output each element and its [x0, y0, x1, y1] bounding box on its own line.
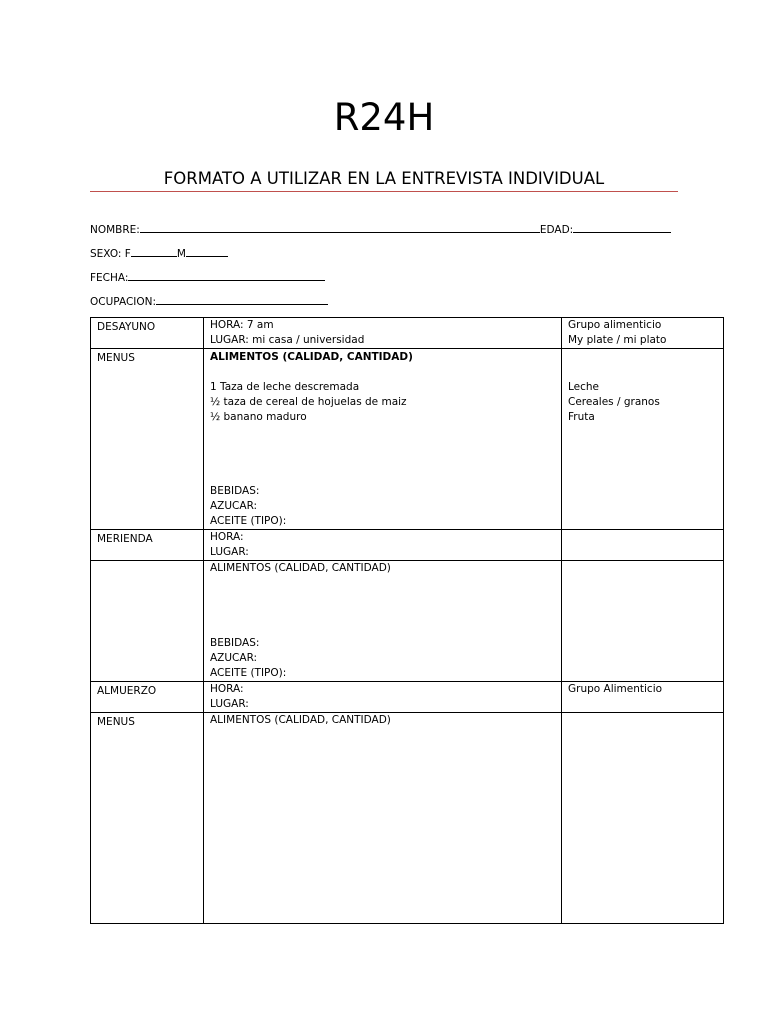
merienda-aceite: ACEITE (TIPO):: [210, 667, 287, 679]
fecha-line[interactable]: [128, 269, 325, 281]
nombre-field[interactable]: [90, 221, 671, 237]
page-title: R24H: [333, 96, 435, 139]
form-subtitle: FORMATO A UTILIZAR EN LA ENTREVISTA INDIVIDUAL: [163, 169, 605, 188]
desayuno-grupo[interactable]: [562, 318, 724, 349]
menus-1-alimentos-cell[interactable]: [204, 349, 562, 530]
desayuno-grupo-2: My plate / mi plato: [568, 334, 667, 346]
merienda-lugar: LUGAR:: [210, 546, 249, 558]
title-divider: [90, 191, 678, 192]
sexo-m-line[interactable]: [186, 245, 228, 257]
food-group: Cereales / granos: [568, 396, 660, 408]
merienda-azucar: AZUCAR:: [210, 652, 258, 664]
sexo-m-label: M: [176, 248, 186, 260]
merienda-groups-cell[interactable]: [562, 561, 724, 682]
food-group: Leche: [568, 381, 600, 393]
food-group: Fruta: [568, 411, 595, 423]
ocupacion-field[interactable]: [90, 293, 328, 309]
merienda-row: [91, 530, 724, 561]
almuerzo-label: ALMUERZO: [91, 682, 204, 713]
almuerzo-hora: HORA:: [210, 683, 244, 695]
desayuno-lugar: LUGAR: mi casa / universidad: [210, 334, 365, 346]
nombre-line[interactable]: [140, 221, 540, 233]
almuerzo-lugar: LUGAR:: [210, 698, 249, 710]
menus-row-1: [91, 349, 724, 530]
menus-row-2: [91, 713, 724, 924]
merienda-label: MERIENDA: [91, 530, 204, 561]
food-item: ½ taza de cereal de hojuelas de maiz: [210, 396, 407, 408]
fecha-field[interactable]: [90, 269, 325, 285]
ocupacion-line[interactable]: [156, 293, 328, 305]
merienda-menu-label: [91, 561, 204, 682]
desayuno-hora-lugar[interactable]: [204, 318, 562, 349]
ocupacion-label: OCUPACION:: [90, 296, 157, 308]
menus-2-alimentos-cell[interactable]: [204, 713, 562, 924]
sexo-f-line[interactable]: [131, 245, 177, 257]
edad-line[interactable]: [573, 221, 671, 233]
menus-1-aceite: ACEITE (TIPO):: [210, 515, 287, 527]
desayuno-grupo-1: Grupo alimenticio: [568, 319, 662, 331]
desayuno-hora: HORA: 7 am: [210, 319, 274, 331]
almuerzo-row: [91, 682, 724, 713]
edad-label: EDAD:: [539, 224, 574, 236]
merienda-hora-lugar[interactable]: [204, 530, 562, 561]
almuerzo-grupo[interactable]: [562, 682, 724, 713]
merienda-grupo[interactable]: [562, 530, 724, 561]
menus-label-1: MENUS: [91, 349, 204, 530]
desayuno-label: DESAYUNO: [91, 318, 204, 349]
menus-label-2: MENUS: [91, 713, 204, 924]
menus-2-groups-cell[interactable]: [562, 713, 724, 924]
menus-2-alimentos-header: ALIMENTOS (CALIDAD, CANTIDAD): [210, 714, 391, 726]
menus-1-bebidas: BEBIDAS:: [210, 485, 260, 497]
almuerzo-grupo-label: Grupo Alimenticio: [568, 683, 663, 695]
sexo-field[interactable]: [90, 245, 228, 261]
nombre-label: NOMBRE:: [90, 224, 140, 236]
desayuno-row: [91, 318, 724, 349]
menus-1-alimentos-header: ALIMENTOS (CALIDAD, CANTIDAD): [210, 351, 413, 363]
merienda-alimentos-cell[interactable]: [204, 561, 562, 682]
merienda-bebidas: BEBIDAS:: [210, 637, 260, 649]
sexo-f-label: SEXO: F: [90, 248, 131, 260]
merienda-hora: HORA:: [210, 531, 244, 543]
food-item: ½ banano maduro: [210, 411, 307, 423]
r24h-table: [90, 317, 724, 924]
menus-1-azucar: AZUCAR:: [210, 500, 258, 512]
merienda-alimentos-header: ALIMENTOS (CALIDAD, CANTIDAD): [210, 562, 391, 574]
merienda-menu-row: [91, 561, 724, 682]
fecha-label: FECHA:: [90, 272, 129, 284]
almuerzo-hora-lugar[interactable]: [204, 682, 562, 713]
menus-1-groups-cell[interactable]: [562, 349, 724, 530]
food-item: 1 Taza de leche descremada: [210, 381, 360, 393]
